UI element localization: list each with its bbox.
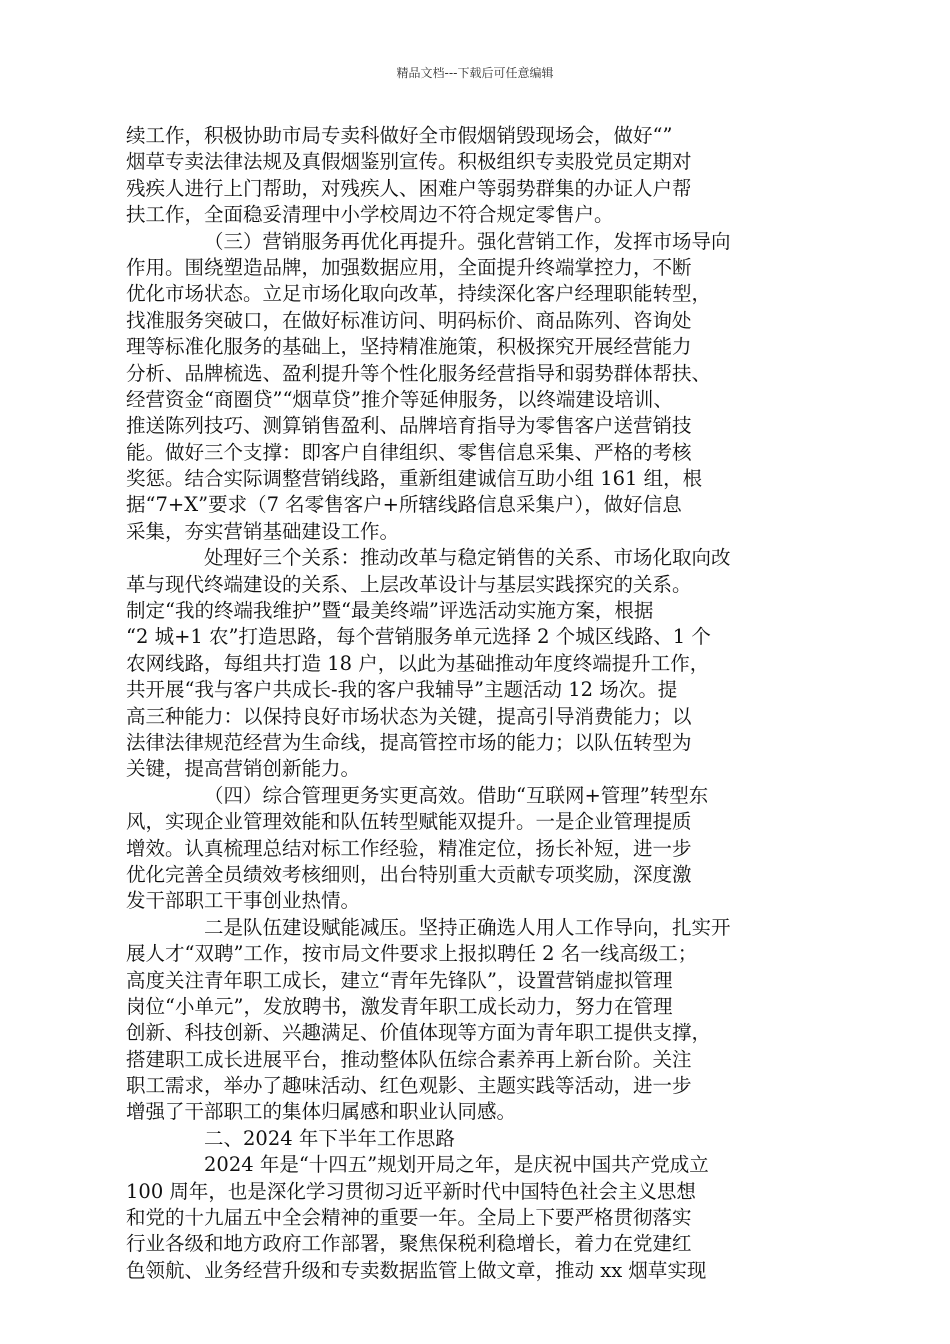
text-line: 风，实现企业管理效能和队伍转型赋能双提升。一是企业管理提质 xyxy=(126,810,692,834)
document-body xyxy=(126,123,826,1284)
text-line: 职工需求，举办了趣味活动、红色观影、主题实践等活动，进一步 xyxy=(126,1074,692,1098)
text-line: 高度关注青年职工成长，建立“青年先锋队”，设置营销虚拟管理 xyxy=(126,968,673,992)
text-line: 岗位“小单元”，发放聘书，激发青年职工成长动力，努力在管理 xyxy=(126,994,673,1018)
text-line: 法律法律规范经营为生命线，提高管控市场的能力；以队伍转型为 xyxy=(126,730,692,754)
text-line: 创新、科技创新、兴趣满足、价值体现等方面为青年职工提供支撑， xyxy=(126,1021,712,1045)
text-line: 作用。围绕塑造品牌，加强数据应用，全面提升终端掌控力，不断 xyxy=(126,255,692,279)
text-line: 增效。认真梳理总结对标工作经验，精准定位，扬长补短，进一步 xyxy=(126,836,692,860)
text-line: 100 周年，也是深化学习贯彻习近平新时代中国特色社会主义思想 xyxy=(126,1179,696,1203)
text-line: 高三种能力：以保持良好市场状态为关键，提高引导消费能力；以 xyxy=(126,704,692,728)
text-line: 推送陈列技巧、测算销售盈利、品牌培育指导为零售客户送营销技 xyxy=(126,414,692,438)
text-line: 农网线路，每组共打造 18 户，以此为基础推动年度终端提升工作， xyxy=(126,651,710,675)
text-line: 残疾人进行上门帮助，对残疾人、困难户等弱势群集的办证人户帮 xyxy=(126,176,692,200)
text-line: 分析、品牌梳选、盈利提升等个性化服务经营指导和弱势群体帮扶、 xyxy=(126,361,712,385)
text-line: 共开展“我与客户共成长-我的客户我辅导”主题活动 12 场次。提 xyxy=(126,678,678,702)
text-line: 关键，提高营销创新能力。 xyxy=(126,757,361,781)
text-line: 制定“我的终端我维护”暨“最美终端”评选活动实施方案，根据 xyxy=(126,599,654,623)
text-line: 和党的十九届五中全会精神的重要一年。全局上下要严格贯彻落实 xyxy=(126,1206,692,1230)
text-line: 优化市场状态。立足市场化取向改革，持续深化客户经理职能转型， xyxy=(126,282,712,306)
text-line: 展人才“双聘”工作，按市局文件要求上报拟聘任 2 名一线高级工； xyxy=(126,942,698,966)
text-line: “2 城+1 农”打造思路，每个营销服务单元选择 2 个城区线路、1 个 xyxy=(126,625,711,649)
text-line: 经营资金“商圈贷”“烟草贷”推介等延伸服务，以终端建设培训、 xyxy=(126,387,673,411)
text-line: 二是队伍建设赋能减压。坚持正确选人用人工作导向，扎实开 xyxy=(204,915,731,939)
text-line: 据“7+X”要求（7 名零售客户+所辖线路信息采集户），做好信息 xyxy=(126,493,682,517)
text-line: 理等标准化服务的基础上，坚持精准施策，积极探究开展经营能力 xyxy=(126,335,692,359)
text-line: 能。做好三个支撑：即客户自律组织、零售信息采集、严格的考核 xyxy=(126,440,692,464)
text-line: 烟草专卖法律法规及真假烟鉴别宣传。积极组织专卖股党员定期对 xyxy=(126,150,692,174)
text-line: 采集，夯实营销基础建设工作。 xyxy=(126,519,400,543)
text-line: 找准服务突破口，在做好标准访问、明码标价、商品陈列、咨询处 xyxy=(126,308,692,332)
text-line: （三）营销服务再优化再提升。强化营销工作，发挥市场导向 xyxy=(204,229,731,253)
text-line: 优化完善全员绩效考核细则，出台特别重大贡献专项奖励，深度激 xyxy=(126,862,692,886)
text-line: 发干部职工干事创业热情。 xyxy=(126,889,361,913)
text-line: 2024 年是“十四五”规划开局之年，是庆祝中国共产党成立 xyxy=(204,1153,709,1177)
text-line: 扶工作，全面稳妥清理中小学校周边不符合规定零售户。 xyxy=(126,203,614,227)
text-line: 搭建职工成长进展平台，推动整体队伍综合素养再上新台阶。关注 xyxy=(126,1047,692,1071)
text-line: 行业各级和地方政府工作部署，聚焦保税利稳增长，着力在党建红 xyxy=(126,1232,692,1256)
text-line: 革与现代终端建设的关系、上层改革设计与基层实践探究的关系。 xyxy=(126,572,692,596)
text-line: 增强了干部职工的集体归属感和职业认同感。 xyxy=(126,1100,517,1124)
text-line: 奖惩。结合实际调整营销线路，重新组建诚信互助小组 161 组，根 xyxy=(126,467,703,491)
text-line: 处理好三个关系：推动改革与稳定销售的关系、市场化取向改 xyxy=(204,546,731,570)
text-line: 续工作，积极协助市局专卖科做好全市假烟销毁现场会，做好“” xyxy=(126,124,673,147)
text-line: 二、2024 年下半年工作思路 xyxy=(204,1126,455,1150)
text-line: 色领航、业务经营升级和专卖数据监管上做文章，推动 xx 烟草实现 xyxy=(126,1258,707,1282)
text-line: （四）综合管理更务实更高效。借助“互联网+管理”转型东 xyxy=(204,783,709,807)
page-header: 精品文档---下载后可任意编辑 xyxy=(396,66,554,80)
